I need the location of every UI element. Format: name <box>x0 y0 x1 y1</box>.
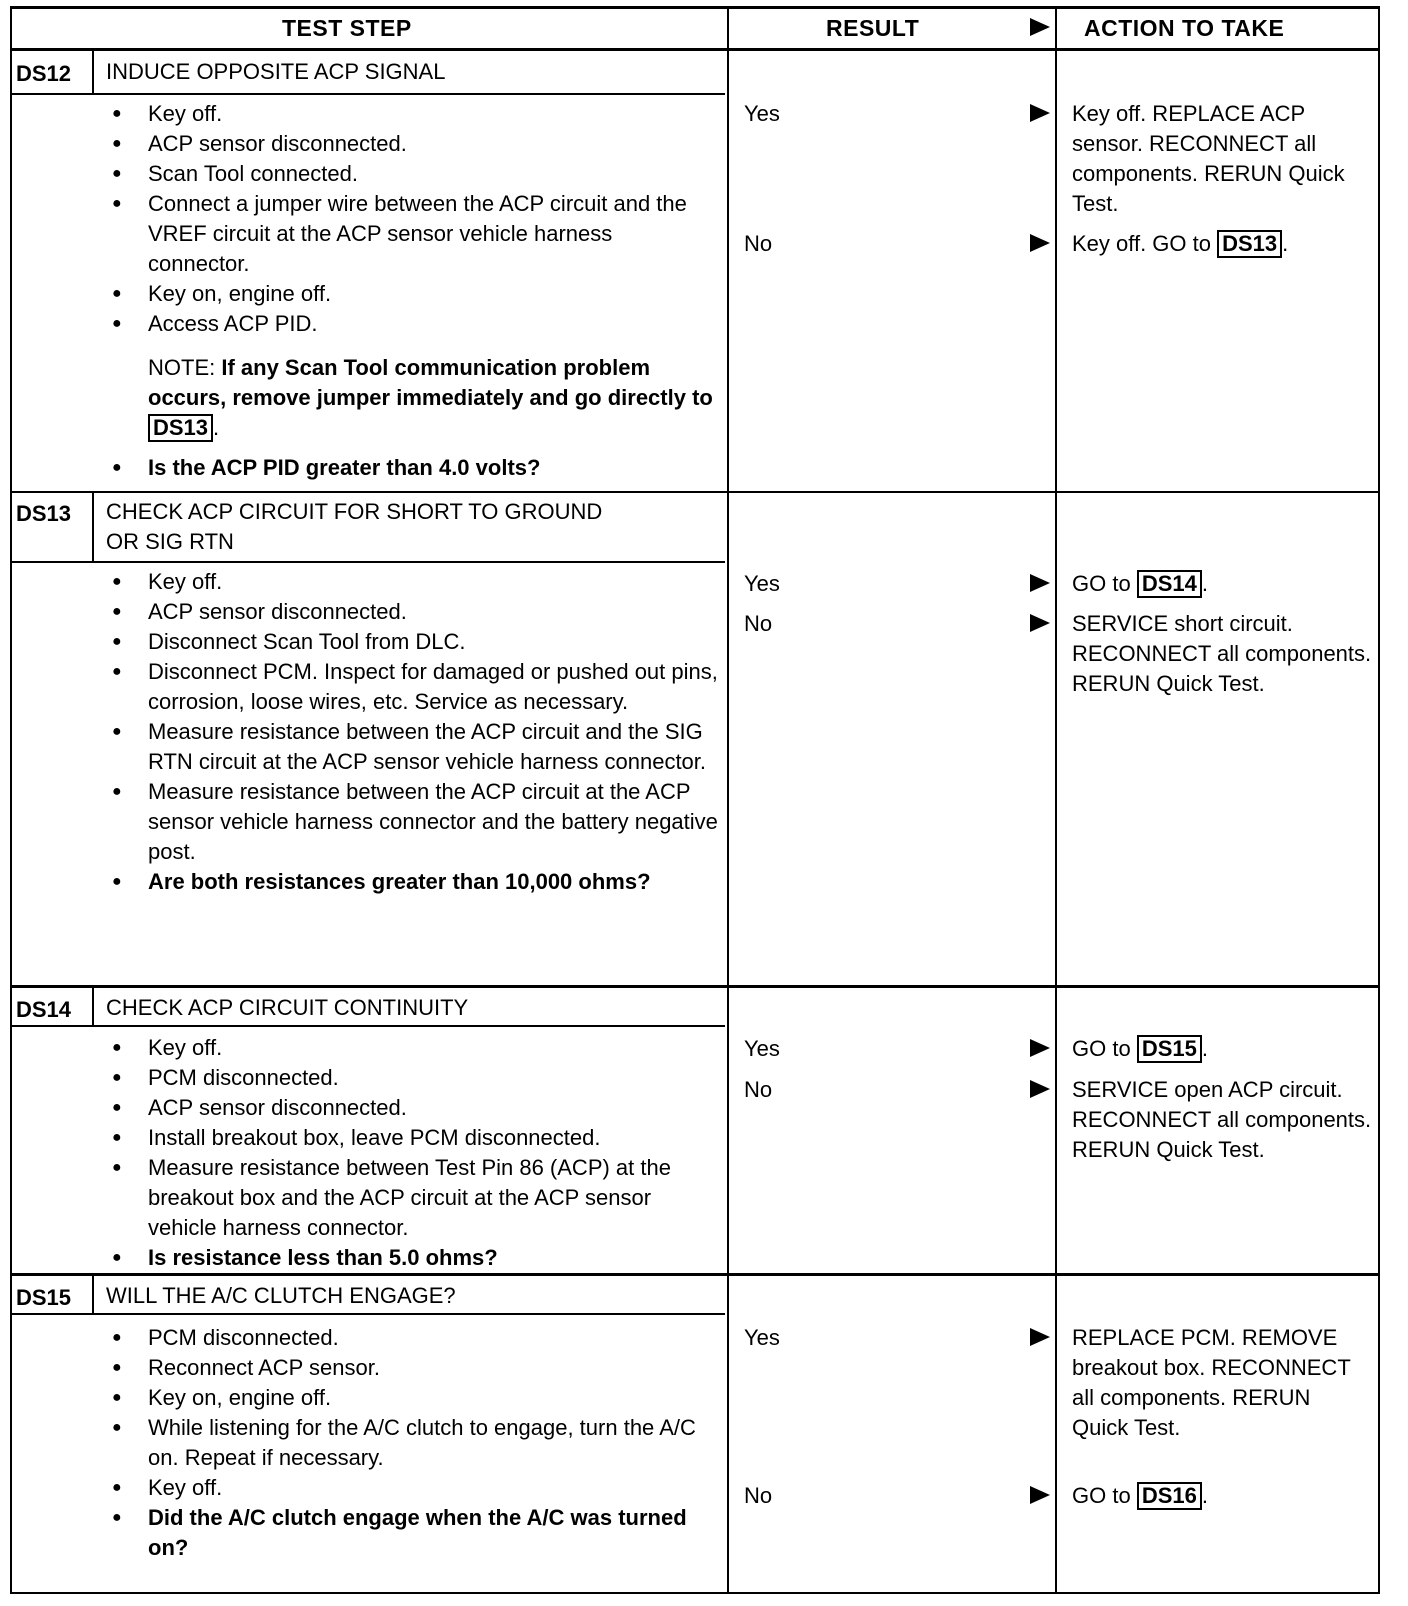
arrow-icon <box>1030 18 1050 36</box>
list-item: ● Key off. <box>108 1033 718 1063</box>
arrow-icon <box>1030 574 1050 592</box>
title-rule <box>12 1313 725 1315</box>
step-title: INDUCE OPPOSITE ACP SIGNAL <box>106 59 446 84</box>
arrow-icon <box>1030 1080 1050 1098</box>
action-no: SERVICE short circuit. RECONNECT all components. RERUN Quick Test. <box>1072 611 1372 696</box>
action-yes: REPLACE PCM. REMOVE breakout box. RECONNECT all components. RERUN Quick Test. <box>1072 1325 1351 1440</box>
question: ● Are both resistances greater than 10,000 ohms? <box>108 867 718 897</box>
step-reference: DS15 <box>1137 1035 1202 1063</box>
list-item: ● Key on, engine off. <box>108 1383 718 1413</box>
header-result: RESULT <box>826 15 920 41</box>
result-yes: Yes <box>744 1036 780 1061</box>
header-action: ACTION TO TAKE <box>1084 15 1285 41</box>
arrow-icon <box>1030 234 1050 252</box>
step-id: DS13 <box>16 501 72 526</box>
list-item: ● Key off. <box>108 567 718 597</box>
diagnostic-table <box>10 6 1380 1594</box>
step-reference: DS14 <box>1137 570 1202 598</box>
action-no: GO to DS16 . <box>1072 1483 1208 1508</box>
title-rule <box>12 93 725 95</box>
list-item: ● Scan Tool connected. <box>108 159 718 189</box>
list-item: ● Key on, engine off. <box>108 279 718 309</box>
list-item: ● Disconnect PCM. Inspect for damaged or pushed out pins, corrosion, loose wires, etc. Service as necessary. <box>108 657 718 717</box>
list-item: ● Measure resistance between the ACP circuit and the SIG RTN circuit at the ACP sensor vehicle harness connector. <box>108 717 718 777</box>
note-label: NOTE: <box>148 355 216 380</box>
step-reference: DS13 <box>148 414 213 442</box>
list-item: ● Measure resistance between Test Pin 86 (ACP) at the breakout box and the ACP circuit at the ACP sensor vehicle harness connector. <box>108 1153 718 1243</box>
column-divider <box>727 9 729 1592</box>
list-item: ● Measure resistance between the ACP circuit at the ACP sensor vehicle harness connector and the battery negative post. <box>108 777 718 867</box>
result-no: No <box>744 1077 773 1102</box>
step-reference: DS13 <box>1217 230 1282 258</box>
step-title: WILL THE A/C CLUTCH ENGAGE? <box>106 1283 456 1308</box>
step-id: DS12 <box>16 61 72 86</box>
arrow-icon <box>1030 614 1050 632</box>
step-instructions <box>108 567 718 897</box>
action-text: GO to <box>1072 1483 1131 1508</box>
question: ● Is resistance less than 5.0 ohms? <box>108 1243 718 1273</box>
column-divider <box>1055 9 1057 1592</box>
action-text: Key off. GO to <box>1072 231 1211 256</box>
step-id: DS15 <box>16 1285 72 1310</box>
list-item: ● Reconnect ACP sensor. <box>108 1353 718 1383</box>
step-id-border <box>92 988 94 1026</box>
row-rule <box>12 491 1378 493</box>
action-yes: GO to DS14 . <box>1072 571 1208 596</box>
action-yes: GO to DS15 . <box>1072 1036 1208 1061</box>
action-no: Key off. GO to DS13 . <box>1072 231 1289 256</box>
question: ● Is the ACP PID greater than 4.0 volts? <box>108 453 718 483</box>
header-rule <box>12 48 1378 51</box>
action-no: SERVICE open ACP circuit. RECONNECT all components. RERUN Quick Test. <box>1072 1077 1372 1162</box>
step-instructions <box>108 99 718 483</box>
result-no: No <box>744 231 773 256</box>
list-item: ● PCM disconnected. <box>108 1323 718 1353</box>
list-item: ● PCM disconnected. <box>108 1063 718 1093</box>
question: ● Did the A/C clutch engage when the A/C was turned on? <box>108 1503 718 1563</box>
list-item: ● ACP sensor disconnected. <box>108 129 718 159</box>
arrow-icon <box>1030 1328 1050 1346</box>
list-item: ● ACP sensor disconnected. <box>108 597 718 627</box>
list-item: ● Connect a jumper wire between the ACP circuit and the VREF circuit at the ACP sensor vehicle harness connector. <box>108 189 718 279</box>
step-instructions <box>108 1323 718 1563</box>
list-item: ● Key off. <box>108 1473 718 1503</box>
list-item: ● Install breakout box, leave PCM disconnected. <box>108 1123 718 1153</box>
step-title-line: CHECK ACP CIRCUIT FOR SHORT TO GROUND <box>106 499 603 524</box>
step-title: CHECK ACP CIRCUIT CONTINUITY <box>106 995 469 1020</box>
step-title <box>106 497 602 557</box>
list-item: ● ACP sensor disconnected. <box>108 1093 718 1123</box>
row-rule <box>12 1273 1378 1276</box>
list-item: ● Disconnect Scan Tool from DLC. <box>108 627 718 657</box>
step-id: DS14 <box>16 997 72 1022</box>
result-yes: Yes <box>744 101 780 126</box>
title-rule <box>12 561 725 563</box>
step-reference: DS16 <box>1137 1482 1202 1510</box>
result-no: No <box>744 611 773 636</box>
step-instructions <box>108 1033 718 1273</box>
action-text: GO to <box>1072 1036 1131 1061</box>
result-yes: Yes <box>744 571 780 596</box>
list-item: ● Access ACP PID. <box>108 309 718 339</box>
arrow-icon <box>1030 1039 1050 1057</box>
step-title-line: OR SIG RTN <box>106 529 234 554</box>
step-id-border <box>92 1276 94 1314</box>
result-yes: Yes <box>744 1325 780 1350</box>
arrow-icon <box>1030 1486 1050 1504</box>
step-id-border <box>92 51 94 93</box>
list-item: ● Key off. <box>108 99 718 129</box>
action-text: GO to <box>1072 571 1131 596</box>
result-no: No <box>744 1483 773 1508</box>
action-yes: Key off. REPLACE ACP sensor. RECONNECT all components. RERUN Quick Test. <box>1072 101 1345 216</box>
note: NOTE: If any Scan Tool communication problem occurs, remove jumper immediately and go directly to DS13 . <box>148 355 713 440</box>
row-rule <box>12 985 1378 988</box>
step-id-border <box>92 493 94 561</box>
list-item: ● While listening for the A/C clutch to engage, turn the A/C on. Repeat if necessary. <box>108 1413 718 1473</box>
note-text: If any Scan Tool communication problem occurs, remove jumper immediately and go directly to <box>148 355 713 410</box>
header-test-step: TEST STEP <box>282 15 412 41</box>
title-rule <box>12 1025 725 1027</box>
arrow-icon <box>1030 104 1050 122</box>
